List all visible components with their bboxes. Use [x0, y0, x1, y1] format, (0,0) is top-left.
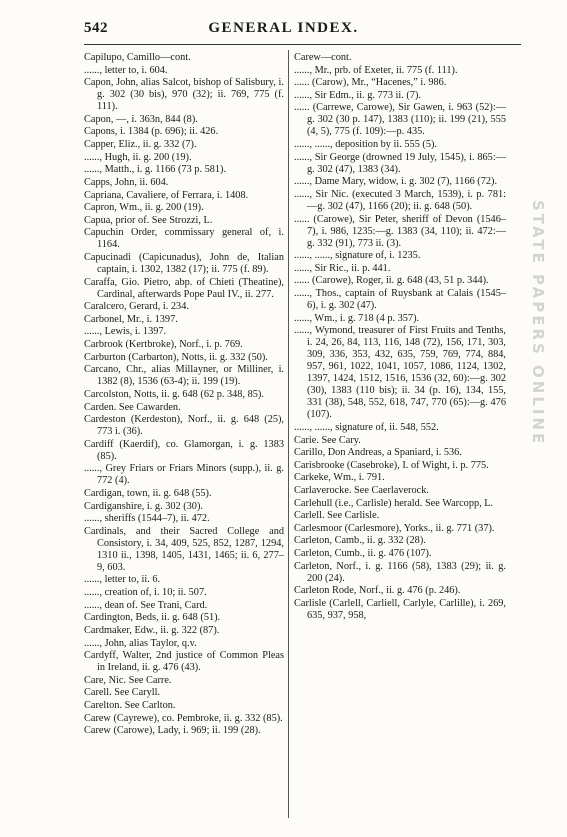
index-entry: Carew (Carowe), Lady, i. 969; ii. 199 (28). [84, 725, 261, 737]
index-column-left [84, 52, 284, 738]
page-number: 542 [84, 20, 108, 36]
index-entry: ......, dean of. See Trani, Card. [84, 599, 208, 611]
index-entry: ......, ......, signature of, i. 1235. [294, 250, 421, 262]
index-entry: ......, Mr., prb. of Exeter, ii. 775 (f. 111). [294, 64, 458, 76]
column-divider [288, 50, 289, 818]
index-entry: Carell. See Caryll. [84, 687, 161, 699]
index-entry: Carleton, Camb., ii. g. 332 (28). [294, 535, 426, 547]
index-entry: Capua, prior of. See Strozzi, L. [84, 214, 213, 226]
index-entry: Cardiff (Kaerdif), co. Glamorgan, i. g. 1383 (85). [84, 438, 284, 462]
header-rule [84, 44, 521, 45]
index-entry: ......, Matth., i. g. 1166 (73 p. 581). [84, 164, 227, 176]
index-entry: ......, ......, deposition by ii. 555 (5). [294, 139, 438, 151]
index-column-right [294, 52, 506, 623]
index-entry: Carlell. See Carlisle. [294, 510, 380, 522]
index-entry: Carlehull (i.e., Carlisle) herald. See Warcopp, L. [294, 497, 494, 509]
watermark-text: STATE PAPERS ONLINE [529, 200, 547, 447]
index-entry: Carlisle (Carlell, Carliell, Carlyle, Carlille), i. 269, 635, 937, 958, [294, 597, 506, 621]
index-entry: Carbrook (Kertbroke), Norf., i. p. 769. [84, 339, 243, 351]
index-entry: ...... (Carow), Mr., “Hacenes,” i. 986. [294, 77, 447, 89]
index-entry: Capon, John, alias Salcot, bishop of Salisbury, i. g. 302 (30 bis), 970 (32); ii. 769, 775 (f. 111). [84, 77, 284, 113]
index-entry: ......, Sir George (drowned 19 July, 1545), i. 865:—g. 302 (47), 1383 (34). [294, 151, 506, 175]
index-entry: Capons, i. 1384 (p. 696); ii. 426. [84, 126, 219, 138]
index-entry: Caralcero, Gerard, i. 234. [84, 301, 189, 313]
index-entry: Carcolston, Notts, ii. g. 648 (62 p. 348, 85). [84, 388, 264, 400]
index-entry: Carillo, Don Andreas, a Spaniard, i. 536. [294, 447, 462, 459]
index-entry: Capron, Wm., ii. g. 200 (19). [84, 202, 204, 214]
index-entry: ......, Wymond, treasurer of First Fruits and Tenths, i. 24, 26, 84, 113, 116, 148 (72), 156, 171, 303, 309, 336, 353, 432, 635, 759, 769, 774, 884, 957, 961, 1022, 1041, 1057, 1086, 1124, 1302, 1397, 1424, 1512, 1516, 1536 (32, 60):—g. 302 (30), 1383 (110 bis); ii. 34 (p. 16), 134, 155, 331 (38), 548, 552, 618, 747, 770 (65):—g. 476 (107). [294, 325, 506, 421]
running-title: GENERAL INDEX. [208, 20, 359, 36]
index-entry: Cardiganshire, i. g. 302 (30). [84, 500, 203, 512]
index-entry: Carlaverocke. See Caerlaverock. [294, 485, 429, 497]
index-entry: ......, letter to, ii. 6. [84, 574, 161, 586]
index-entry: ......, Lewis, i. 1397. [84, 326, 167, 338]
index-entry: Cardyff, Walter, 2nd justice of Common Pleas in Ireland, ii. g. 476 (43). [84, 650, 284, 674]
index-entry: ......, sheriffs (1544–7), ii. 472. [84, 513, 210, 525]
index-entry: Carkeke, Wm., i. 791. [294, 472, 385, 484]
page-header [0, 0, 567, 52]
index-entry: Carleton, Norf., i. g. 1166 (58), 1383 (29); ii. g. 200 (24). [294, 560, 506, 584]
index-entry: Carburton (Carbarton), Notts, ii. g. 332 (50). [84, 351, 268, 363]
index-entry: ...... (Carowe), Roger, ii. g. 648 (43, 51 p. 344). [294, 275, 489, 287]
index-entry: Cardington, Beds, ii. g. 648 (51). [84, 612, 221, 624]
index-entry: Carelton. See Carlton. [84, 699, 176, 711]
index-entry: ......, Dame Mary, widow, i. g. 302 (7), 1166 (72). [294, 176, 498, 188]
index-entry: Cardmaker, Edw., ii. g. 322 (87). [84, 624, 220, 636]
index-entry: ......, Thos., captain of Ruysbank at Calais (1545–6), i. g. 302 (47). [294, 288, 506, 312]
index-entry: ...... (Carrewe, Carowe), Sir Gawen, i. 963 (52):—g. 302 (30 p. 147), 1383 (110); ii. 199 (21), 555 (4, 5), 775 (f. 109):—p. 435. [294, 102, 506, 138]
index-entry: Carew—cont. [294, 52, 352, 63]
index-entry: Cardinals, and their Sacred College and Consistory, i. 34, 409, 525, 852, 1287, 1294, 1310 ii., 1398, 1405, 1431, 1465; ii. 6, 277–9, 603. [84, 525, 284, 573]
index-entry: Carleton, Cumb., ii. g. 476 (107). [294, 548, 432, 560]
index-entry: Capon, —, i. 363n, 844 (8). [84, 113, 198, 125]
index-entry: ......, letter to, i. 604. [84, 64, 168, 76]
index-entry: Carlesmoor (Carlesmore), Yorks., ii. g. 771 (37). [294, 522, 495, 534]
watermark [523, 200, 551, 620]
index-entry: Carisbrooke (Casebroke), I. of Wight, i. p. 775. [294, 459, 489, 471]
index-entry: Capper, Eliz., ii. g. 332 (7). [84, 139, 197, 151]
index-entry: Capilupo, Camillo—cont. [84, 52, 191, 63]
index-entry: ......, Grey Friars or Friars Minors (supp.), ii. g. 772 (4). [84, 463, 284, 487]
index-entry: Carie. See Cary. [294, 434, 361, 446]
index-entry: ......, John, alias Taylor, q.v. [84, 637, 197, 649]
index-entry: ......, ......, signature of, ii. 548, 552. [294, 421, 439, 433]
index-entry: ......, Sir Nic. (executed 3 March, 1539), i. p. 781:—g. 302 (47), 1166 (20); ii. g. 648 (50). [294, 188, 506, 212]
index-entry: Carew (Cayrewe), co. Pembroke, ii. g. 332 (85). [84, 712, 283, 724]
index-entry: Capps, John, ii. 604. [84, 176, 169, 188]
index-entry: ......, Wm., i. g. 718 (4 p. 357). [294, 312, 420, 324]
index-entry: ......, Hugh, ii. g. 200 (19). [84, 151, 192, 163]
index-entry: Cardeston (Kerdeston), Norf., ii. g. 648 (25), 773 i. (36). [84, 414, 284, 438]
index-entry: Capuchin Order, commissary general of, i. 1164. [84, 227, 284, 251]
index-entry: Cardigan, town, ii. g. 648 (55). [84, 487, 212, 499]
index-entry: Care, Nic. See Carre. [84, 674, 172, 686]
index-entry: Capriana, Cavaliere, of Ferrara, i. 1408. [84, 189, 249, 201]
index-entry: Carcano, Chr., alias Millayner, or Milliner, i. 1382 (8), 1536 (63-4); ii. 199 (19). [84, 364, 284, 388]
index-entry: ......, Sir Edm., ii. g. 773 ii. (7). [294, 89, 421, 101]
index-entry: Carden. See Cawarden. [84, 401, 181, 413]
index-entry: ......, Sir Ric., ii. p. 441. [294, 262, 391, 274]
index-entry: ......, creation of, i. 10; ii. 507. [84, 587, 207, 599]
index-entry: Caraffa, Gio. Pietro, abp. of Chieti (Theatine), Cardinal, afterwards Pope Paul IV., ii. 277. [84, 276, 284, 300]
index-entry: ...... (Carowe), Sir Peter, sheriff of Devon (1546–7), i. 986, 1235:—g. 1383 (34, 110); ii. 472:—g. 332 (91), 773 ii. (3). [294, 213, 506, 249]
index-entry: Capucinadi (Capicunadus), John de, Italian captain, i. 1302, 1382 (17); ii. 775 (f. 89). [84, 251, 284, 275]
index-entry: Carleton Rode, Norf., ii. g. 476 (p. 246). [294, 585, 461, 597]
index-entry: Carbonel, Mr., i. 1397. [84, 313, 178, 325]
